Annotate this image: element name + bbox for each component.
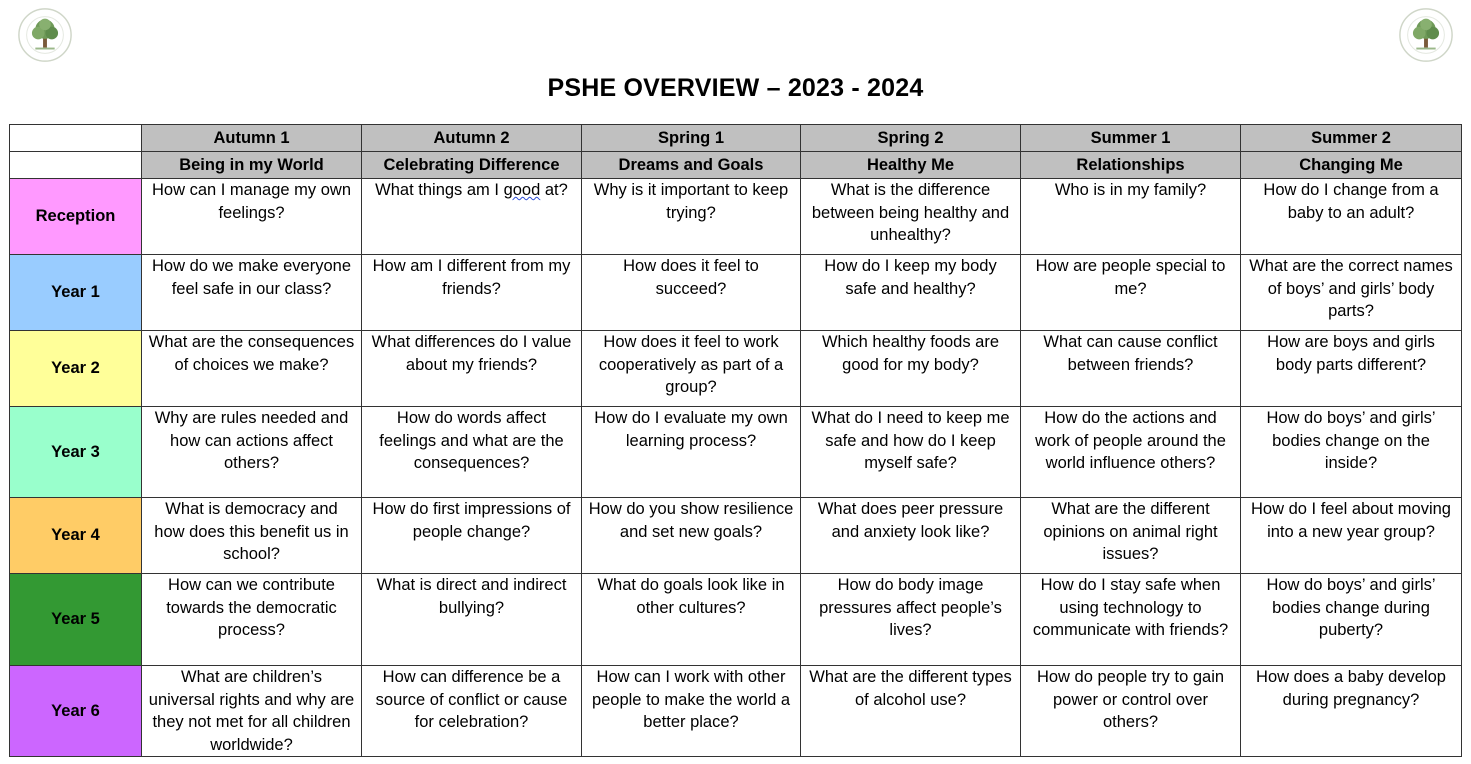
question-cell: How do boys’ and girls’ bodies change during puberty?	[1241, 574, 1462, 666]
question-cell: What do goals look like in other cultures?	[582, 574, 801, 666]
question-cell: What do I need to keep me safe and how do I keep myself safe?	[801, 407, 1021, 498]
table-row	[10, 179, 1462, 255]
theme-header: Relationships	[1021, 152, 1241, 179]
question-cell: How do I evaluate my own learning process?	[582, 407, 801, 498]
theme-header: Dreams and Goals	[582, 152, 801, 179]
question-cell: What does peer pressure and anxiety look like?	[801, 498, 1021, 574]
question-cell: How do first impressions of people change?	[362, 498, 582, 574]
pshe-overview-table	[9, 124, 1462, 757]
question-cell: How does it feel to work cooperatively as part of a group?	[582, 331, 801, 407]
table-row	[10, 574, 1462, 666]
year-label: Year 1	[10, 255, 142, 331]
year-label: Year 2	[10, 331, 142, 407]
theme-header-row	[10, 152, 1462, 179]
year-label: Reception	[10, 179, 142, 255]
question-cell: What are the different types of alcohol use?	[801, 666, 1021, 757]
table-row	[10, 331, 1462, 407]
header-corner	[10, 125, 142, 152]
question-cell: How can I manage my own feelings?	[142, 179, 362, 255]
year-label: Year 3	[10, 407, 142, 498]
theme-header: Being in my World	[142, 152, 362, 179]
question-cell: What differences do I value about my friends?	[362, 331, 582, 407]
question-cell: How do I feel about moving into a new year group?	[1241, 498, 1462, 574]
term-header: Autumn 2	[362, 125, 582, 152]
term-header: Spring 1	[582, 125, 801, 152]
question-cell: Why is it important to keep trying?	[582, 179, 801, 255]
question-cell: How does it feel to succeed?	[582, 255, 801, 331]
term-header: Summer 1	[1021, 125, 1241, 152]
page-title: PSHE OVERVIEW – 2023 - 2024	[547, 74, 924, 102]
table-row	[10, 498, 1462, 574]
question-cell: How do you show resilience and set new goals?	[582, 498, 801, 574]
question-cell: How do I keep my body safe and healthy?	[801, 255, 1021, 331]
term-header-row	[10, 125, 1462, 152]
question-cell: What are the consequences of choices we make?	[142, 331, 362, 407]
year-label: Year 5	[10, 574, 142, 666]
question-cell: How do I stay safe when using technology to communicate with friends?	[1021, 574, 1241, 666]
question-cell: How am I different from my friends?	[362, 255, 582, 331]
question-cell: How do words affect feelings and what are the consequences?	[362, 407, 582, 498]
theme-header: Changing Me	[1241, 152, 1462, 179]
term-header: Summer 2	[1241, 125, 1462, 152]
question-cell: What are the different opinions on animal right issues?	[1021, 498, 1241, 574]
year-label: Year 4	[10, 498, 142, 574]
school-logo-left	[16, 6, 74, 64]
question-cell: How can I work with other people to make the world a better place?	[582, 666, 801, 757]
question-cell: What can cause conflict between friends?	[1021, 331, 1241, 407]
question-cell: Who is in my family?	[1021, 179, 1241, 255]
question-cell: How do boys’ and girls’ bodies change on the inside?	[1241, 407, 1462, 498]
term-header: Spring 2	[801, 125, 1021, 152]
theme-header: Healthy Me	[801, 152, 1021, 179]
question-cell: How are people special to me?	[1021, 255, 1241, 331]
question-cell: What are children’s universal rights and why are they not met for all children worldwide?	[142, 666, 362, 757]
question-cell: How can we contribute towards the democratic process?	[142, 574, 362, 666]
question-cell: How are boys and girls body parts different?	[1241, 331, 1462, 407]
year-label: Year 6	[10, 666, 142, 757]
term-header: Autumn 1	[142, 125, 362, 152]
question-cell: Why are rules needed and how can actions affect others?	[142, 407, 362, 498]
question-cell: What are the correct names of boys’ and girls’ body parts?	[1241, 255, 1462, 331]
question-cell: How do the actions and work of people around the world influence others?	[1021, 407, 1241, 498]
table-row	[10, 666, 1462, 757]
header-corner	[10, 152, 142, 179]
question-cell: How do people try to gain power or control over others?	[1021, 666, 1241, 757]
table-row	[10, 407, 1462, 498]
school-logo-right	[1397, 6, 1455, 64]
question-cell: What is direct and indirect bullying?	[362, 574, 582, 666]
question-cell: What things am I good at?	[362, 179, 582, 255]
theme-header: Celebrating Difference	[362, 152, 582, 179]
question-cell: How do body image pressures affect people’s lives?	[801, 574, 1021, 666]
table-row	[10, 255, 1462, 331]
question-cell: How do I change from a baby to an adult?	[1241, 179, 1462, 255]
question-cell: Which healthy foods are good for my body?	[801, 331, 1021, 407]
question-cell: What is democracy and how does this benefit us in school?	[142, 498, 362, 574]
question-cell: What is the difference between being healthy and unhealthy?	[801, 179, 1021, 255]
question-cell: How does a baby develop during pregnancy?	[1241, 666, 1462, 757]
question-cell: How can difference be a source of conflict or cause for celebration?	[362, 666, 582, 757]
question-cell: How do we make everyone feel safe in our class?	[142, 255, 362, 331]
